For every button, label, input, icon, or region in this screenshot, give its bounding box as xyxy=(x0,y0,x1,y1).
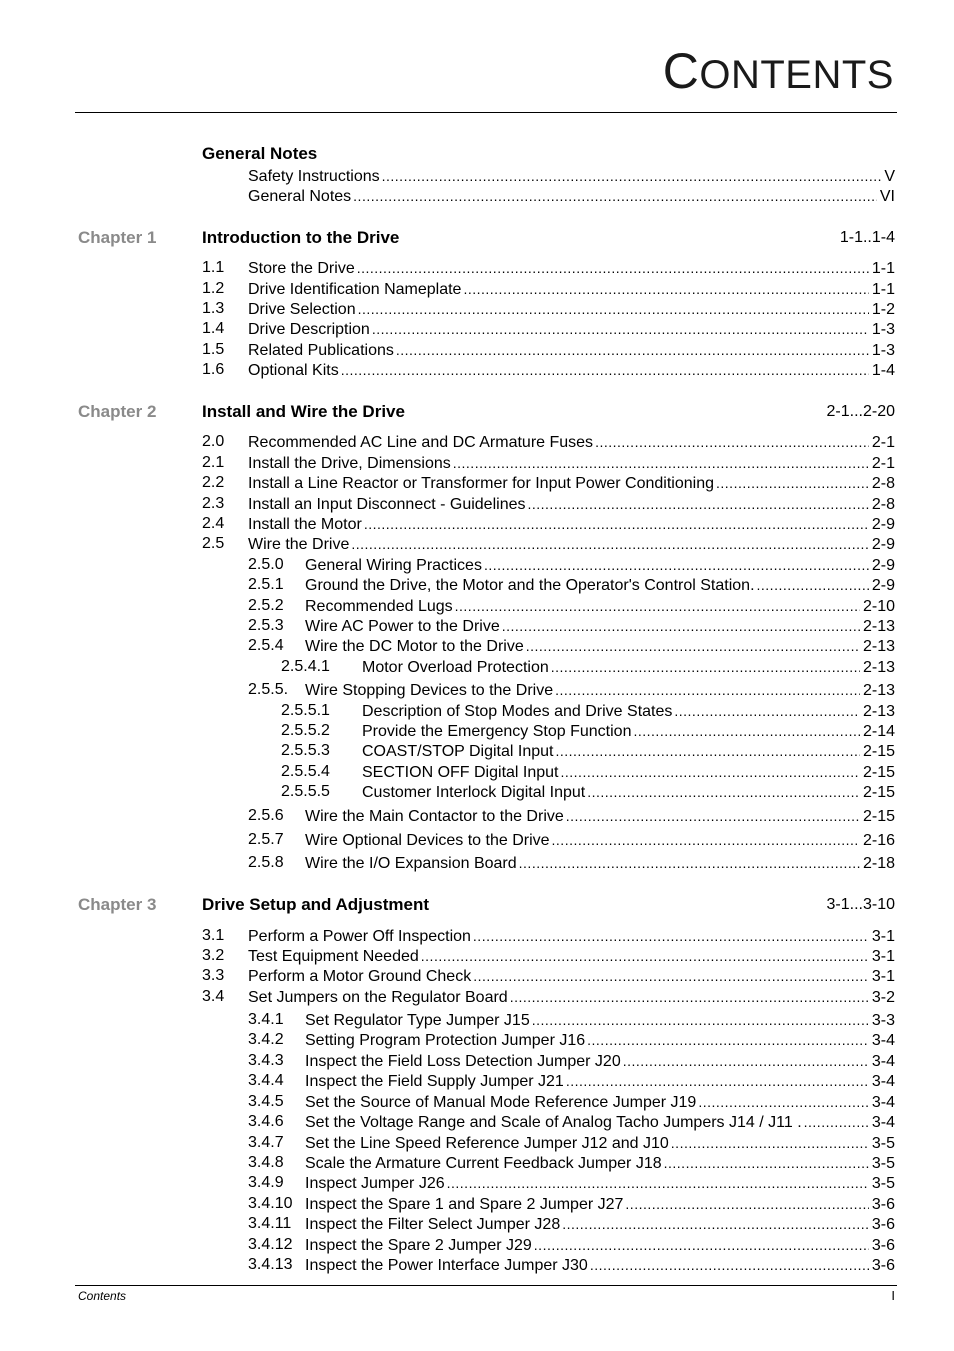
toc-entry-title: Store the Drive xyxy=(248,260,355,277)
dot-leader xyxy=(587,782,860,802)
toc-entry-line xyxy=(305,555,895,576)
toc-entry-title: Inspect the Spare 1 and Spare 2 Jumper J27 xyxy=(305,1196,624,1213)
toc-entry-page: 2-9 xyxy=(871,577,895,594)
toc-entry-title: Related Publications xyxy=(248,342,394,359)
dot-leader xyxy=(674,701,860,721)
toc-entry-number: 3.4.13 xyxy=(248,1256,293,1273)
toc-entry-number: 1.6 xyxy=(202,361,225,378)
dot-leader xyxy=(453,453,869,473)
toc-entry-title: Perform a Power Off Inspection xyxy=(248,928,471,945)
toc-entry-title: Perform a Motor Ground Check xyxy=(248,968,472,985)
toc-entry xyxy=(0,1051,954,1071)
toc-entry-line xyxy=(305,616,895,637)
toc-entry-title: Scale the Armature Current Feedback Jumper J18 xyxy=(305,1155,662,1172)
toc-entry-number: 3.4.4 xyxy=(248,1072,284,1089)
toc-entry xyxy=(0,1214,954,1234)
dot-leader xyxy=(716,473,869,493)
dot-leader xyxy=(590,1255,869,1275)
toc-entry xyxy=(0,830,954,850)
toc-entry xyxy=(0,1194,954,1214)
toc-entry xyxy=(0,432,954,452)
toc-entry-title: General Wiring Practices xyxy=(305,557,482,574)
toc-entry-page: 2-9 xyxy=(871,536,895,553)
toc-entry-line xyxy=(305,1153,895,1174)
toc-entry-page: 2-14 xyxy=(862,723,895,740)
toc-entry xyxy=(0,782,954,802)
toc-entry-number: 2.5.5.5 xyxy=(281,783,330,800)
toc-entry-line xyxy=(305,596,895,617)
toc-entry-title: Install the Drive, Dimensions xyxy=(248,455,451,472)
toc-entry-page: 3-1 xyxy=(871,948,895,965)
toc-entry-line xyxy=(248,299,895,320)
dot-leader xyxy=(502,616,860,636)
dot-leader xyxy=(757,575,869,595)
toc-entry xyxy=(0,1173,954,1193)
toc-entry-page: 3-6 xyxy=(871,1257,895,1274)
toc-entry-line xyxy=(305,1235,895,1256)
footer-label: Contents xyxy=(78,1289,127,1303)
toc-entry-line xyxy=(305,1214,895,1235)
dot-leader xyxy=(357,258,869,278)
toc-entry-title: General Notes xyxy=(248,188,352,205)
toc-entry-number: 3.4.3 xyxy=(248,1052,284,1069)
toc-entry-number: 2.5.5.4 xyxy=(281,763,330,780)
dot-leader xyxy=(595,432,869,452)
toc-entry-line xyxy=(305,1071,895,1092)
dot-leader xyxy=(421,946,869,966)
toc-entry-line xyxy=(305,1051,895,1072)
toc-entry-number: 1.1 xyxy=(202,259,225,276)
dot-leader xyxy=(526,636,860,656)
toc-entry-title: Set Regulator Type Jumper J15 xyxy=(305,1012,530,1029)
toc-entry-title: Drive Selection xyxy=(248,301,356,318)
toc-entry xyxy=(0,575,954,595)
toc-entry xyxy=(0,299,954,319)
toc-entry-page: 2-13 xyxy=(862,659,895,676)
footer-rule xyxy=(75,1285,897,1286)
toc-entry-line xyxy=(248,987,895,1008)
toc-entry-title: Customer Interlock Digital Input xyxy=(362,784,586,801)
toc-entry xyxy=(0,319,954,339)
toc-entry-title: Drive Identification Nameplate xyxy=(248,281,462,298)
toc-entry xyxy=(0,360,954,380)
toc-entry-page: 1-3 xyxy=(871,321,895,338)
toc-entry-number: 3.4 xyxy=(202,988,225,1005)
toc-entry-line xyxy=(248,534,895,555)
toc-entry-title: Ground the Drive, the Motor and the Operator's Control Station. xyxy=(305,577,755,594)
dot-leader xyxy=(510,987,869,1007)
dot-leader xyxy=(671,1133,869,1153)
toc-entry xyxy=(0,806,954,826)
toc-entry-title: Wire the DC Motor to the Drive xyxy=(305,638,524,655)
toc-entry-line xyxy=(248,966,895,987)
toc-entry-number: 2.5.8 xyxy=(248,854,284,871)
dot-leader xyxy=(664,1153,869,1173)
section-title: Drive Setup and Adjustment xyxy=(202,895,430,914)
toc-entry-page: 3-1 xyxy=(871,968,895,985)
toc-entry-number: 3.4.8 xyxy=(248,1154,284,1171)
toc-entry-title: Wire AC Power to the Drive xyxy=(305,618,500,635)
toc-entry xyxy=(0,966,954,986)
toc-entry-line xyxy=(305,1255,895,1276)
toc-entry-page: 3-3 xyxy=(871,1012,895,1029)
toc-entry-line xyxy=(305,1112,895,1133)
toc-entry-title: Install an Input Disconnect - Guidelines xyxy=(248,496,526,513)
dot-leader xyxy=(561,762,860,782)
dot-leader xyxy=(698,1092,869,1112)
toc-entry-line xyxy=(362,701,895,722)
dot-leader xyxy=(623,1051,869,1071)
section-page-range: 2-1...2-20 xyxy=(826,403,895,420)
toc-entry-page: 2-15 xyxy=(862,743,895,760)
toc-entry-line xyxy=(362,657,895,678)
toc-entry-title: Set the Source of Manual Mode Reference Jumper J19 xyxy=(305,1094,697,1111)
toc-entry xyxy=(0,987,954,1007)
toc-entry-title: Install the Motor xyxy=(248,516,362,533)
dot-leader xyxy=(519,853,860,873)
toc-entry-line xyxy=(248,186,895,207)
toc-entry-line xyxy=(248,453,895,474)
toc-entry xyxy=(0,741,954,761)
chapter-label: Chapter 1 xyxy=(78,228,157,247)
section-title: Introduction to the Drive xyxy=(202,228,400,247)
toc-entry-line xyxy=(305,680,895,701)
toc-entry-page: 2-13 xyxy=(862,638,895,655)
toc-entry xyxy=(0,1235,954,1255)
toc-entry-page: 2-15 xyxy=(862,784,895,801)
toc-entry-line xyxy=(305,1030,895,1051)
toc-entry-line xyxy=(248,319,895,340)
toc-entry-page: 1-3 xyxy=(871,342,895,359)
toc-entry-number: 2.5.5. xyxy=(248,681,289,698)
toc-entry-number: 1.5 xyxy=(202,341,225,358)
toc-section-heading xyxy=(0,144,954,164)
dot-leader xyxy=(341,360,869,380)
chapter-label: Chapter 2 xyxy=(78,402,157,421)
toc-entry-line xyxy=(305,1194,895,1215)
toc-entry-page: 1-1 xyxy=(871,260,895,277)
toc-entry-number: 2.5 xyxy=(202,535,225,552)
dot-leader xyxy=(562,1214,869,1234)
toc-entry-number: 3.4.2 xyxy=(248,1031,284,1048)
toc-entry-page: 2-10 xyxy=(862,598,895,615)
toc-entry-title: Inspect the Field Supply Jumper J21 xyxy=(305,1073,564,1090)
toc-entry-number: 2.5.5.2 xyxy=(281,722,330,739)
section-page-range: 3-1...3-10 xyxy=(826,896,895,913)
toc-entry-number: 3.4.12 xyxy=(248,1236,293,1253)
toc-entry-line xyxy=(305,636,895,657)
toc-entry-page: 2-13 xyxy=(862,618,895,635)
dot-leader xyxy=(351,534,869,554)
toc-entry xyxy=(0,680,954,700)
section-title: Install and Wire the Drive xyxy=(202,402,405,421)
toc-entry-line xyxy=(248,166,895,187)
dot-leader xyxy=(473,926,869,946)
toc-entry-number: 2.5.3 xyxy=(248,617,284,634)
toc-entry-page: 2-13 xyxy=(862,682,895,699)
toc-entry-page: 3-2 xyxy=(871,989,895,1006)
dot-leader xyxy=(532,1010,869,1030)
toc-entry-title: Drive Description xyxy=(248,321,370,338)
toc-entry-page: 1-4 xyxy=(871,362,895,379)
toc-entry xyxy=(0,762,954,782)
dot-leader xyxy=(484,555,869,575)
toc-entry-number: 2.5.6 xyxy=(248,807,284,824)
toc-entry-number: 2.5.7 xyxy=(248,831,284,848)
dot-leader xyxy=(633,721,859,741)
toc-entry-page: 2-18 xyxy=(862,855,895,872)
toc-entry-title: SECTION OFF Digital Input xyxy=(362,764,559,781)
toc-entry xyxy=(0,1133,954,1153)
toc-entry-number: 2.5.4 xyxy=(248,637,284,654)
toc-entry-title: Motor Overload Protection xyxy=(362,659,549,676)
page-title-initial: C xyxy=(662,43,700,99)
toc-entry-line xyxy=(305,1133,895,1154)
toc-entry-title: Inspect the Power Interface Jumper J30 xyxy=(305,1257,588,1274)
toc-entry-page: 1-1 xyxy=(871,281,895,298)
toc-entry-title: Wire the I/O Expansion Board xyxy=(305,855,517,872)
toc-entry-number: 3.4.1 xyxy=(248,1011,284,1028)
toc-entry-line xyxy=(248,340,895,361)
toc-entry-page: 2-8 xyxy=(871,496,895,513)
toc-entry-page: 2-1 xyxy=(871,434,895,451)
toc-entry-page: 3-4 xyxy=(871,1114,895,1131)
page-title-rest: ONTENTS xyxy=(699,53,894,97)
toc-entry-title: Inspect the Field Loss Detection Jumper J20 xyxy=(305,1053,621,1070)
toc-entry xyxy=(0,279,954,299)
toc-entry xyxy=(0,555,954,575)
toc-entry-page: 1-2 xyxy=(871,301,895,318)
toc-entry-page: 3-5 xyxy=(871,1175,895,1192)
dot-leader xyxy=(372,319,869,339)
toc-entry-page: V xyxy=(884,168,895,185)
toc-entry xyxy=(0,1092,954,1112)
toc-entry xyxy=(0,514,954,534)
toc-entry-line xyxy=(248,258,895,279)
toc-entry-number: 2.3 xyxy=(202,495,225,512)
toc-entry xyxy=(0,636,954,656)
toc-entry-title: Install a Line Reactor or Transformer for Input Power Conditioning xyxy=(248,475,715,492)
toc-entry-page: 3-6 xyxy=(871,1216,895,1233)
toc-entry-number: 3.4.7 xyxy=(248,1134,284,1151)
toc-entry-number: 3.3 xyxy=(202,967,225,984)
toc-entry-number: 3.4.9 xyxy=(248,1174,284,1191)
toc-entry-number: 1.4 xyxy=(202,320,225,337)
dot-leader xyxy=(527,494,868,514)
toc-entry xyxy=(0,1071,954,1091)
toc-entry-title: COAST/STOP Digital Input xyxy=(362,743,554,760)
toc-entry-title: Setting Program Protection Jumper J16 xyxy=(305,1032,586,1049)
toc-entry xyxy=(0,926,954,946)
toc-entry-line xyxy=(305,1092,895,1113)
toc-entry xyxy=(0,853,954,873)
toc-entry xyxy=(0,166,954,186)
toc-entry-line xyxy=(305,830,895,851)
toc-entry-number: 2.2 xyxy=(202,474,225,491)
dot-leader xyxy=(463,279,868,299)
toc-entry-title: Inspect the Spare 2 Jumper J29 xyxy=(305,1237,532,1254)
toc-entry-number: 3.4.11 xyxy=(248,1215,292,1232)
toc-entry-line xyxy=(362,741,895,762)
dot-leader xyxy=(555,680,860,700)
toc-entry-number: 2.5.5.1 xyxy=(281,702,330,719)
toc-entry-title: Wire the Main Contactor to the Drive xyxy=(305,808,564,825)
toc-entry xyxy=(0,1030,954,1050)
toc-entry-line xyxy=(248,926,895,947)
toc-entry-line xyxy=(248,473,895,494)
toc-entry-page: 3-1 xyxy=(871,928,895,945)
toc-entry-title: Provide the Emergency Stop Function xyxy=(362,723,632,740)
toc-entry-line xyxy=(248,279,895,300)
toc-entry-page: 3-5 xyxy=(871,1155,895,1172)
toc-entry xyxy=(0,453,954,473)
toc-entry xyxy=(0,1010,954,1030)
dot-leader xyxy=(566,1071,869,1091)
dot-leader xyxy=(473,966,869,986)
dot-leader xyxy=(555,741,859,761)
toc-entry-number: 2.5.5.3 xyxy=(281,742,330,759)
toc-entry xyxy=(0,473,954,493)
toc-section-heading xyxy=(0,402,954,422)
toc-entry xyxy=(0,494,954,514)
toc-entry xyxy=(0,340,954,360)
toc-entry-page: VI xyxy=(879,188,895,205)
toc-entry-line xyxy=(248,946,895,967)
toc-entry-number: 2.4 xyxy=(202,515,225,532)
toc-entry-page: 2-13 xyxy=(862,703,895,720)
section-title: General Notes xyxy=(202,144,318,163)
toc-entry-number: 1.2 xyxy=(202,280,225,297)
dot-leader xyxy=(382,166,882,186)
toc-entry-number: 2.5.2 xyxy=(248,597,284,614)
toc-entry-number: 3.4.10 xyxy=(248,1195,293,1212)
toc-entry-number: 3.1 xyxy=(202,927,225,944)
dot-leader xyxy=(455,596,860,616)
toc-entry-page: 3-6 xyxy=(871,1196,895,1213)
toc-entry xyxy=(0,946,954,966)
toc-entry-page: 3-4 xyxy=(871,1053,895,1070)
toc-entry xyxy=(0,1153,954,1173)
toc-entry-number: 2.5.1 xyxy=(248,576,284,593)
toc-entry xyxy=(0,616,954,636)
dot-leader xyxy=(551,657,860,677)
toc-section-heading xyxy=(0,228,954,248)
toc-entry-title: Wire the Drive xyxy=(248,536,350,553)
toc-entry-page: 2-15 xyxy=(862,764,895,781)
toc-entry-line xyxy=(362,762,895,783)
toc-entry-title: Inspect the Filter Select Jumper J28 xyxy=(305,1216,561,1233)
toc-entry-title: Inspect Jumper J26 xyxy=(305,1175,445,1192)
toc-entry-number: 2.5.4.1 xyxy=(281,658,330,675)
toc-entry-number: 3.4.6 xyxy=(248,1113,284,1130)
toc-entry xyxy=(0,596,954,616)
toc-entry-page: 3-6 xyxy=(871,1237,895,1254)
toc-entry-title: Test Equipment Needed xyxy=(248,948,419,965)
toc-entry-line xyxy=(248,514,895,535)
toc-entry xyxy=(0,186,954,206)
toc-entry-line xyxy=(362,721,895,742)
toc-entry-page: 2-8 xyxy=(871,475,895,492)
chapter-label: Chapter 3 xyxy=(78,895,157,914)
dot-leader xyxy=(552,830,860,850)
toc-entry-line xyxy=(362,782,895,803)
toc-entry xyxy=(0,534,954,554)
toc-entry-line xyxy=(305,853,895,874)
dot-leader xyxy=(804,1112,869,1132)
toc-entry xyxy=(0,721,954,741)
toc-entry-number: 3.4.5 xyxy=(248,1093,284,1110)
toc-entry-page: 2-15 xyxy=(862,808,895,825)
toc-entry-page: 2-16 xyxy=(862,832,895,849)
dot-leader xyxy=(587,1030,869,1050)
dot-leader xyxy=(358,299,869,319)
toc-entry-title: Set the Line Speed Reference Jumper J12 and J10 xyxy=(305,1135,669,1152)
toc-entry-page: 3-4 xyxy=(871,1032,895,1049)
toc-entry xyxy=(0,701,954,721)
toc-entry-line xyxy=(248,432,895,453)
dot-leader xyxy=(447,1173,869,1193)
toc-entry-title: Optional Kits xyxy=(248,362,339,379)
toc-entry-line xyxy=(305,1173,895,1194)
toc-entry-line xyxy=(305,806,895,827)
toc-entry-page: 3-4 xyxy=(871,1073,895,1090)
toc-entry-title: Set Jumpers on the Regulator Board xyxy=(248,989,508,1006)
toc-entry-line xyxy=(305,1010,895,1031)
toc-entry-title: Recommended Lugs xyxy=(305,598,453,615)
footer-page-number: I xyxy=(891,1288,895,1303)
dot-leader xyxy=(534,1235,869,1255)
toc-entry-title: Description of Stop Modes and Drive States xyxy=(362,703,673,720)
dot-leader xyxy=(625,1194,868,1214)
toc-entry-line xyxy=(305,575,895,596)
toc-section-heading xyxy=(0,895,954,915)
toc-entry-page: 3-4 xyxy=(871,1094,895,1111)
toc-entry-title: Wire Stopping Devices to the Drive xyxy=(305,682,554,699)
toc-entry-number: 2.0 xyxy=(202,433,225,450)
toc-entry-number: 3.2 xyxy=(202,947,225,964)
toc-entry-page: 2-1 xyxy=(871,455,895,472)
toc-entry-title: Recommended AC Line and DC Armature Fuses xyxy=(248,434,594,451)
toc-entry xyxy=(0,1112,954,1132)
toc-entry-number: 1.3 xyxy=(202,300,225,317)
toc-entry-number: 2.5.0 xyxy=(248,556,284,573)
toc-entry-title: Wire Optional Devices to the Drive xyxy=(305,832,550,849)
toc-entry xyxy=(0,657,954,677)
toc-entry-number: 2.1 xyxy=(202,454,225,471)
section-page-range: 1-1..1-4 xyxy=(839,229,895,246)
toc-entry xyxy=(0,258,954,278)
toc-entry xyxy=(0,1255,954,1275)
dot-leader xyxy=(566,806,860,826)
toc-entry-page: 3-5 xyxy=(871,1135,895,1152)
toc-entry-line xyxy=(248,360,895,381)
dot-leader xyxy=(353,186,877,206)
toc-entry-page: 2-9 xyxy=(871,516,895,533)
dot-leader xyxy=(364,514,869,534)
toc-entry-page: 2-9 xyxy=(871,557,895,574)
toc-entry-line xyxy=(248,494,895,515)
toc-entry-title: Safety Instructions xyxy=(248,168,380,185)
toc-entry-title: Set the Voltage Range and Scale of Analog Tacho Jumpers J14 / J11 . xyxy=(305,1114,802,1131)
dot-leader xyxy=(396,340,869,360)
